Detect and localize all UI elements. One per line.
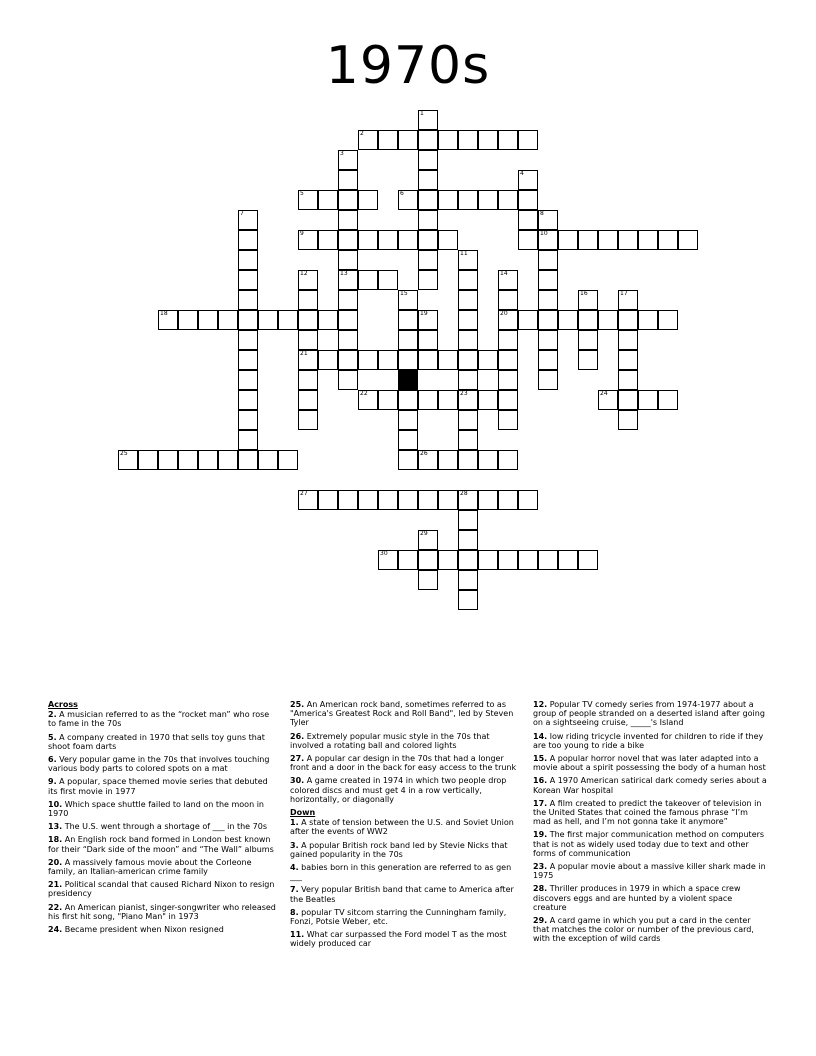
grid-cell[interactable] [378,230,398,250]
grid-cell[interactable] [498,350,518,370]
clue-number: 25 [120,450,128,457]
grid-cell[interactable] [418,530,438,550]
clue-number: 21 [300,350,308,357]
clue-down-3: 3. A popular British rock band led by Stevie Nicks that gained popularity in the 70s [290,840,508,859]
grid-cell[interactable] [458,530,478,550]
clue-number: 18 [160,310,168,317]
grid-cell[interactable] [218,310,238,330]
grid-cell[interactable] [418,110,438,130]
grid-cell[interactable] [638,390,658,410]
clue-number: 11 [460,250,468,257]
grid-cell[interactable] [418,270,438,290]
grid-cell[interactable] [238,210,258,230]
clue-number: 4 [520,170,524,177]
grid-cell[interactable] [298,490,318,510]
grid-cell[interactable] [178,450,198,470]
grid-cell[interactable] [398,390,418,410]
grid-cell[interactable] [578,350,598,370]
grid-cell[interactable] [558,550,578,570]
grid-cell[interactable] [338,190,358,210]
grid-cell[interactable] [498,310,518,330]
clue-across-9: 9. A popular, space themed movie series that debuted its first movie in 1977 [48,777,268,796]
grid-cell[interactable] [598,230,618,250]
clue-across-25: 25. An American rock band, sometimes referred to as "America's Greatest Rock and Roll Band", led by Steven Tyler [290,700,514,728]
grid-cell[interactable] [478,550,498,570]
grid-cell[interactable] [618,370,638,390]
clue-across-30: 30. A game created in 1974 in which two people drop colored discs and must get 4 in a row vertically, horizontally, or diagonally [290,776,507,804]
grid-cell[interactable] [378,390,398,410]
grid-cell[interactable] [298,390,318,410]
grid-cell[interactable] [458,490,478,510]
clue-across-20: 20. A massively famous movie about the Corleone family, an Italian-american crime family [48,857,252,877]
clue-number: 19 [420,310,428,317]
grid-cell[interactable] [458,430,478,450]
grid-cell[interactable] [418,390,438,410]
grid-cell[interactable] [398,290,418,310]
grid-cell[interactable] [418,230,438,250]
clue-across-13: 13. The U.S. went through a shortage of ___ in the 70s [48,822,267,832]
grid-cell[interactable] [498,390,518,410]
grid-cell[interactable] [358,270,378,290]
grid-cell[interactable] [418,170,438,190]
grid-cell[interactable] [418,310,438,330]
grid-cell[interactable] [458,350,478,370]
clue-number: 1 [420,110,424,117]
grid-cell[interactable] [358,130,378,150]
grid-cell[interactable] [418,190,438,210]
grid-cell[interactable] [338,150,358,170]
grid-cell[interactable] [298,290,318,310]
grid-cell[interactable] [238,310,258,330]
grid-cell[interactable] [338,350,358,370]
grid-cell[interactable] [378,550,398,570]
grid-cell[interactable] [258,310,278,330]
grid-cell[interactable] [258,450,278,470]
grid-cell[interactable] [458,510,478,530]
grid-cell[interactable] [418,350,438,370]
grid-cell[interactable] [458,190,478,210]
clue-number: 7 [240,210,244,217]
clue-down-15: 15. A popular horror novel that was later adapted into a movie about a spirit possessing the body of a human host [533,754,766,773]
grid-cell[interactable] [478,130,498,150]
clue-number: 22 [360,390,368,397]
grid-cell[interactable] [338,490,358,510]
grid-cell[interactable] [198,310,218,330]
grid-cell[interactable] [398,330,418,350]
grid-cell[interactable] [318,490,338,510]
grid-cell[interactable] [618,410,638,430]
grid-cell[interactable] [418,210,438,230]
grid-cell[interactable] [438,490,458,510]
clue-number: 17 [620,290,628,297]
grid-cell[interactable] [238,430,258,450]
clue-number: 15 [400,290,408,297]
grid-cell[interactable] [478,350,498,370]
grid-cell[interactable] [658,310,678,330]
clue-number: 24 [600,390,608,397]
grid-cell[interactable] [398,190,418,210]
grid-cell[interactable] [538,370,558,390]
grid-cell[interactable] [338,230,358,250]
grid-cell[interactable] [458,330,478,350]
grid-cell[interactable] [498,450,518,470]
grid-cell[interactable] [458,250,478,270]
grid-cell[interactable] [558,310,578,330]
grid-cell[interactable] [198,450,218,470]
clue-down-29: 29. A card game in which you put a card in the center that matches the color or number of the previous card, with the exception of wild cards [533,916,754,944]
grid-cell[interactable] [618,290,638,310]
grid-cell[interactable] [238,230,258,250]
grid-cell[interactable] [598,390,618,410]
grid-cell[interactable] [618,350,638,370]
clue-across-21: 21. Political scandal that caused Richard Nixon to resign presidency [48,880,275,899]
grid-cell[interactable] [638,230,658,250]
grid-cell[interactable] [418,250,438,270]
grid-cell[interactable] [678,230,698,250]
grid-cell[interactable] [498,130,518,150]
grid-cell[interactable] [398,450,418,470]
grid-cell[interactable] [238,270,258,290]
grid-cell[interactable] [358,350,378,370]
grid-cell[interactable] [438,190,458,210]
clues-column-1 [48,700,278,938]
clue-down-28: 28. Thriller produces in 1979 in which a space crew discovers eggs and are hunted by a violent space creature [533,884,741,912]
clue-number: 16 [580,290,588,297]
grid-cell[interactable] [298,190,318,210]
grid-cell[interactable] [358,390,378,410]
grid-cell[interactable] [278,310,298,330]
clue-down-19: 19. The first major communication method on computers that is not as widely used today due to text and other forms of communication [533,830,765,858]
clue-down-4: 4. babies born in this generation are referred to as gen ___ [290,863,512,882]
grid-cell[interactable] [398,410,418,430]
grid-cell[interactable] [538,210,558,230]
grid-cell[interactable] [238,350,258,370]
grid-cell[interactable] [138,450,158,470]
grid-cell[interactable] [438,450,458,470]
grid-cell[interactable] [418,130,438,150]
grid-cell[interactable] [178,310,198,330]
grid-cell[interactable] [338,330,358,350]
clue-number: 29 [420,530,428,537]
grid-cell[interactable] [498,330,518,350]
grid-cell[interactable] [498,410,518,430]
grid-cell[interactable] [398,430,418,450]
grid-cell[interactable] [458,550,478,570]
grid-cell[interactable] [618,390,638,410]
clue-down-7: 7. Very popular British band that came to America after the Beatles [290,885,514,904]
grid-cell[interactable] [378,130,398,150]
grid-cell[interactable] [538,310,558,330]
grid-cell[interactable] [418,330,438,350]
grid-cell[interactable] [338,270,358,290]
grid-cell[interactable] [418,450,438,470]
grid-cell[interactable] [498,550,518,570]
grid-cell[interactable] [458,390,478,410]
grid-cell[interactable] [438,230,458,250]
grid-cell[interactable] [518,170,538,190]
grid-cell[interactable] [298,270,318,290]
grid-cell[interactable] [458,290,478,310]
grid-cell[interactable] [458,310,478,330]
grid-cell[interactable] [658,390,678,410]
grid-cell[interactable] [578,290,598,310]
grid-cell[interactable] [518,190,538,210]
grid-cell[interactable] [338,310,358,330]
clue-number: 23 [460,390,468,397]
grid-cell[interactable] [538,230,558,250]
grid-cell[interactable] [638,310,658,330]
clue-across-27: 27. A popular car design in the 70s that had a longer front and a door in the back for easy access to the trunk [290,754,517,773]
grid-cell[interactable] [338,370,358,390]
clue-number: 28 [460,490,468,497]
clue-down-23: 23. A popular movie about a massive killer shark made in 1975 [533,862,766,881]
grid-cell[interactable] [378,490,398,510]
clue-across-18: 18. An English rock band formed in London best known for their “Dark side of the moon” and “The Wall” albums [48,835,274,854]
grid-cell[interactable] [398,350,418,370]
grid-cell[interactable] [338,250,358,270]
grid-cell[interactable] [398,490,418,510]
clue-number: 30 [380,550,388,557]
grid-cell[interactable] [398,230,418,250]
grid-cell[interactable] [498,270,518,290]
clue-down-11: 11. What car surpassed the Ford model T as the most widely produced car [290,930,507,949]
clue-down-17: 17. A film created to predict the takeover of television in the United States that coined the famous phrase “I’m mad as hell, and I’m not gonna take it anymore” [533,798,762,827]
clue-down-16: 16. A 1970 American satirical dark comedy series about a Korean War hospital [533,776,767,795]
grid-cell[interactable] [238,290,258,310]
grid-cell[interactable] [538,330,558,350]
grid-cell[interactable] [498,370,518,390]
grid-cell[interactable] [458,370,478,390]
grid-cell[interactable] [238,330,258,350]
grid-cell[interactable] [398,550,418,570]
grid-cell[interactable] [458,410,478,430]
clue-number: 26 [420,450,428,457]
clue-number: 8 [540,210,544,217]
grid-cell[interactable] [298,370,318,390]
clue-across-2: 2. A musician referred to as the “rocket man” who rose to fame in the 70s [48,710,270,729]
black-square [398,370,418,390]
grid-cell[interactable] [238,250,258,270]
grid-cell[interactable] [458,590,478,610]
puzzle-title: 1970s [325,36,491,96]
clue-across-10: 10. Which space shuttle failed to land on the moon in 1970 [48,799,264,819]
grid-cell[interactable] [358,190,378,210]
grid-cell[interactable] [158,450,178,470]
grid-cell[interactable] [378,350,398,370]
across-header: Across [48,700,78,709]
grid-cell[interactable] [418,490,438,510]
grid-cell[interactable] [238,370,258,390]
grid-cell[interactable] [398,130,418,150]
clue-across-26: 26. Extremely popular music style in the 70s that involved a rotating ball and colored lights [290,731,490,750]
grid-cell[interactable] [298,230,318,250]
grid-cell[interactable] [238,450,258,470]
grid-cell[interactable] [518,130,538,150]
grid-cell[interactable] [298,310,318,330]
grid-cell[interactable] [498,290,518,310]
grid-cell[interactable] [518,550,538,570]
clue-number: 6 [400,190,404,197]
clue-number: 14 [500,270,508,277]
clues-column-3 [533,700,767,948]
clue-across-6: 6. Very popular game in the 70s that involves touching various body parts to colored spots on a mat [48,755,270,774]
grid-cell[interactable] [298,350,318,370]
grid-cell[interactable] [578,230,598,250]
grid-cell[interactable] [458,270,478,290]
grid-cell[interactable] [218,450,238,470]
grid-cell[interactable] [438,350,458,370]
clue-number: 3 [340,150,344,157]
grid-cell[interactable] [278,450,298,470]
clue-down-1: 1. A state of tension between the U.S. and Soviet Union after the events of WW2 [290,818,514,837]
clue-number: 13 [340,270,348,277]
grid-cell[interactable] [498,190,518,210]
grid-cell[interactable] [618,310,638,330]
grid-cell[interactable] [578,550,598,570]
grid-cell[interactable] [338,170,358,190]
grid-cell[interactable] [458,450,478,470]
grid-cell[interactable] [538,350,558,370]
grid-cell[interactable] [598,310,618,330]
grid-cell[interactable] [518,490,538,510]
clue-number: 10 [540,230,548,237]
grid-cell[interactable] [418,570,438,590]
grid-cell[interactable] [318,310,338,330]
grid-cell[interactable] [338,210,358,230]
grid-cell[interactable] [498,490,518,510]
clue-number: 12 [300,270,308,277]
grid-cell[interactable] [358,490,378,510]
grid-cell[interactable] [518,210,538,230]
grid-cell[interactable] [458,130,478,150]
grid-cell[interactable] [318,350,338,370]
grid-cell[interactable] [618,230,638,250]
grid-cell[interactable] [418,150,438,170]
clue-across-5: 5. A company created in 1970 that sells toy guns that shoot foam darts [48,732,265,751]
grid-cell[interactable] [118,450,138,470]
grid-cell[interactable] [478,490,498,510]
grid-cell[interactable] [298,330,318,350]
grid-cell[interactable] [538,290,558,310]
grid-cell[interactable] [558,230,578,250]
grid-cell[interactable] [538,550,558,570]
grid-cell[interactable] [478,450,498,470]
grid-cell[interactable] [458,570,478,590]
grid-cell[interactable] [398,310,418,330]
clue-down-8: 8. popular TV sitcom starring the Cunningham family, Fonzi, Potsie Weber, etc. [290,907,507,927]
grid-cell[interactable] [318,190,338,210]
grid-cell[interactable] [318,230,338,250]
clue-number: 27 [300,490,308,497]
clue-down-14: 14. low riding tricycle invented for children to ride if they are too young to ride a bike [533,731,764,750]
clue-across-24: 24. Became president when Nixon resigned [48,925,224,935]
grid-cell[interactable] [378,270,398,290]
grid-cell[interactable] [538,250,558,270]
grid-cell[interactable] [578,330,598,350]
clue-down-12: 12. Popular TV comedy series from 1974-1977 about a group of people stranded on a deserted island after going on a sightseeing cruise, _____'s Island [533,700,765,728]
grid-cell[interactable] [618,330,638,350]
grid-cell[interactable] [238,410,258,430]
grid-cell[interactable] [478,190,498,210]
grid-cell[interactable] [518,310,538,330]
clue-across-22: 22. An American pianist, singer-songwriter who released his first hit song, "Piano Man" in 1973 [48,902,276,921]
grid-cell[interactable] [438,390,458,410]
grid-cell[interactable] [538,270,558,290]
grid-cell[interactable] [238,390,258,410]
grid-cell[interactable] [298,410,318,430]
grid-cell[interactable] [578,310,598,330]
clue-number: 9 [300,230,304,237]
grid-cell[interactable] [338,290,358,310]
clue-number: 2 [360,130,364,137]
grid-cell[interactable] [438,550,458,570]
grid-cell[interactable] [518,230,538,250]
grid-cell[interactable] [438,130,458,150]
grid-cell[interactable] [158,310,178,330]
grid-cell[interactable] [658,230,678,250]
clue-number: 5 [300,190,304,197]
grid-cell[interactable] [478,390,498,410]
clue-number: 20 [500,310,508,317]
down-header: Down [290,808,316,818]
clues-column-2 [290,700,522,953]
grid-cell[interactable] [358,230,378,250]
grid-cell[interactable] [418,550,438,570]
